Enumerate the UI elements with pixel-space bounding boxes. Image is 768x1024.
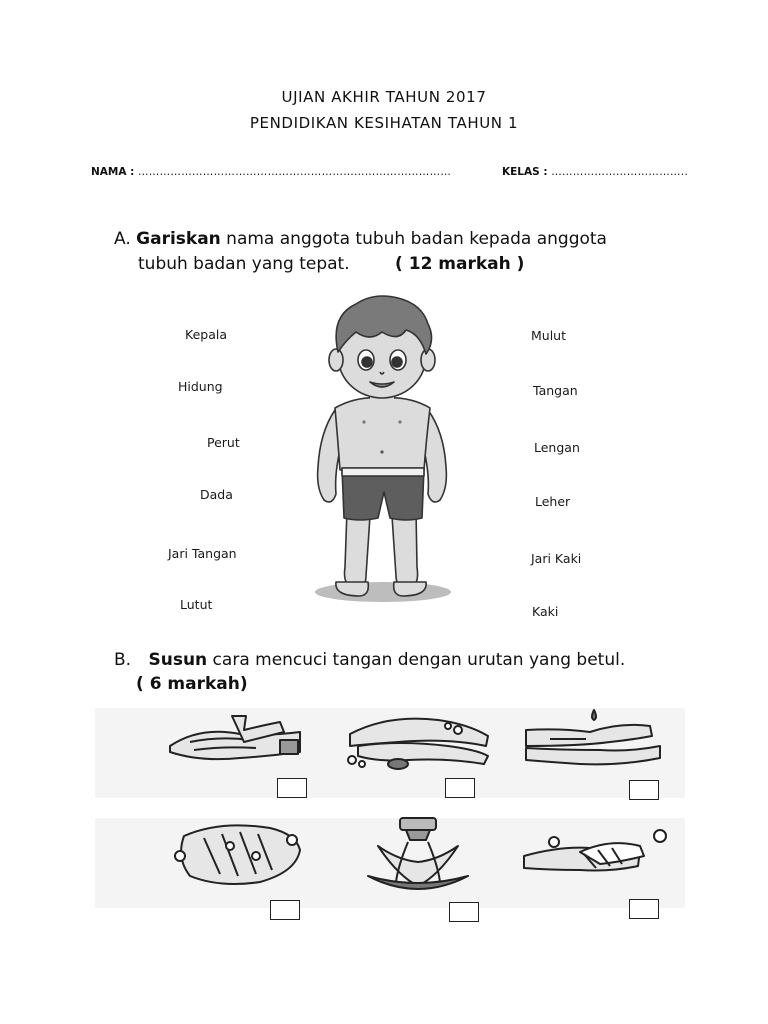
section-a-marks: ( 12 markah ) (395, 254, 525, 274)
label-kepala[interactable]: Kepala (185, 327, 227, 342)
label-hidung[interactable]: Hidung (178, 379, 223, 394)
boy-body-illustration (290, 292, 480, 610)
class-label: KELAS : (502, 166, 548, 178)
answer-box-5[interactable] (449, 902, 479, 922)
section-b-line1: cara mencuci tangan dengan urutan yang betul. (207, 650, 626, 670)
answer-box-2[interactable] (445, 778, 475, 798)
label-leher[interactable]: Leher (535, 494, 571, 509)
name-field[interactable] (91, 166, 451, 178)
handwash-step-dry-hands-image (520, 816, 680, 896)
label-kaki[interactable]: Kaki (532, 604, 559, 619)
handwash-step-soap-palms-image (338, 706, 498, 786)
answer-box-4[interactable] (270, 900, 300, 920)
handwash-step-interlace-fingers-image (160, 816, 320, 896)
section-b-verb: Susun (148, 650, 208, 670)
label-lengan[interactable]: Lengan (534, 440, 580, 455)
handwash-step-rub-backs-image (160, 706, 320, 786)
section-b-instruction (114, 650, 625, 670)
label-perut[interactable]: Perut (207, 435, 240, 450)
section-a-line1: nama anggota tubuh badan kepada anggota (220, 229, 607, 249)
section-b-marks: ( 6 markah) (136, 674, 248, 694)
subject-title: PENDIDIKAN KESIHATAN TAHUN 1 (249, 114, 519, 132)
exam-title: UJIAN AKHIR TAHUN 2017 (281, 88, 487, 106)
class-dots: ……………………………….. (551, 166, 689, 178)
section-b-letter: B. (114, 650, 132, 670)
section-a-instruction (114, 229, 607, 249)
label-lutut[interactable]: Lutut (180, 597, 213, 612)
section-a-letter: A. (114, 229, 131, 249)
name-label: NAMA : (91, 166, 135, 178)
label-mulut[interactable]: Mulut (531, 328, 567, 343)
handwash-step-rinse-image (338, 816, 498, 896)
answer-box-1[interactable] (277, 778, 307, 798)
label-jari-kaki[interactable]: Jari Kaki (531, 551, 582, 566)
section-a-line2: tubuh badan yang tepat. (138, 254, 350, 274)
section-a-instruction-line2 (138, 254, 524, 274)
name-dots: …………………………………………………………………………… (138, 166, 452, 178)
answer-box-6[interactable] (629, 899, 659, 919)
section-a-verb: Gariskan (136, 229, 221, 249)
answer-box-3[interactable] (629, 780, 659, 800)
class-field[interactable] (502, 166, 688, 178)
label-tangan[interactable]: Tangan (533, 383, 578, 398)
handwash-step-wet-hands-image (520, 706, 680, 786)
label-dada[interactable]: Dada (200, 487, 233, 502)
label-jari-tangan[interactable]: Jari Tangan (168, 546, 237, 561)
